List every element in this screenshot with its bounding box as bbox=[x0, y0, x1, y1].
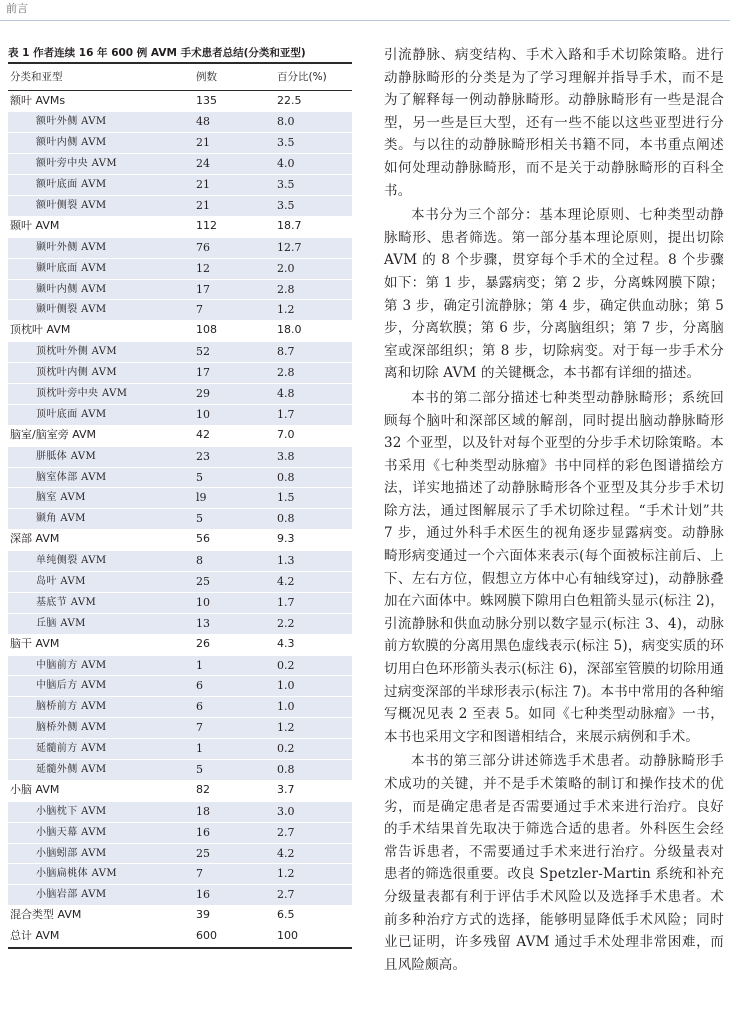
row-percent: 0.8 bbox=[277, 470, 295, 484]
row-percent: 2.2 bbox=[277, 616, 295, 630]
row-count: 16 bbox=[196, 888, 210, 902]
row-label: 丘脑 AVM bbox=[36, 617, 86, 629]
row-label: 总计 AVM bbox=[10, 929, 60, 943]
row-percent: 8.7 bbox=[277, 345, 295, 359]
body-paragraph: 本书分为三个部分：基本理论原则、七种类型动静脉畸形、患者筛选。第一部分基本理论原则，提出切除 AVM 的 8 个步骤，贯穿每个手术的全过程。8 个步骤如下：第 1 步，暴露病变；第 2 步，分离蛛网膜下隙；第 3 步，确定引流静脉；第 4 步，确定供血动脉；第 5 步，分离软膜；第 6 步，分离脑组织；第 7 步，分离脑室或深部组织；第 8 步，切除病变。对于每一步手术分离和切除 AVM 的关键概念，本书都有详细的描述。 bbox=[384, 207, 724, 382]
row-label: 中脑后方 AVM bbox=[36, 680, 107, 692]
row-count: 5 bbox=[196, 763, 203, 776]
table-subtype-row bbox=[8, 362, 352, 383]
row-label: 小脑枕下 AVM bbox=[36, 805, 107, 817]
row-percent: 8.0 bbox=[277, 115, 295, 129]
row-count: 112 bbox=[196, 218, 217, 232]
table-subtype-row bbox=[8, 258, 352, 279]
row-label: 顶叶底面 AVM bbox=[36, 408, 107, 420]
row-count: 16 bbox=[196, 825, 210, 839]
row-percent: 1.3 bbox=[277, 554, 295, 568]
row-percent: 0.8 bbox=[277, 763, 295, 776]
row-count: 10 bbox=[196, 407, 210, 421]
row-percent: 1.0 bbox=[277, 700, 295, 714]
row-count: 5 bbox=[196, 470, 203, 484]
table-category-row bbox=[8, 320, 352, 341]
row-label: 延髓外侧 AVM bbox=[36, 764, 107, 775]
row-label: 顶枕叶 AVM bbox=[10, 323, 71, 337]
table-subtype-row bbox=[8, 279, 352, 300]
table-subtype-row bbox=[8, 801, 352, 822]
row-label: 颞叶外侧 AVM bbox=[36, 241, 107, 253]
table-subtype-row bbox=[8, 592, 352, 613]
row-count: 12 bbox=[196, 261, 210, 275]
row-count: 29 bbox=[196, 386, 210, 400]
row-label: 脑室/脑室旁 AVM bbox=[10, 427, 97, 441]
row-label: 岛叶 AVM bbox=[36, 575, 86, 587]
row-percent: 3.7 bbox=[277, 782, 295, 796]
row-count: 6 bbox=[196, 700, 203, 714]
row-count: 42 bbox=[196, 427, 210, 441]
table-subtype-row bbox=[8, 383, 352, 404]
row-label: 基底节 AVM bbox=[36, 596, 97, 608]
row-count: 21 bbox=[196, 178, 210, 192]
table-subtype-row bbox=[8, 613, 352, 634]
table-subtype-row bbox=[8, 404, 352, 425]
row-label: 小脑蚓部 AVM bbox=[36, 847, 107, 859]
row-label: 颞叶内侧 AVM bbox=[36, 283, 107, 295]
row-label: 额叶外侧 AVM bbox=[36, 116, 107, 128]
table-subtype-row bbox=[8, 675, 352, 696]
table-category-row bbox=[8, 425, 352, 446]
row-percent: 1.2 bbox=[277, 721, 295, 735]
header-category: 分类和亚型 bbox=[10, 70, 63, 83]
row-percent: 18.7 bbox=[277, 218, 302, 232]
row-count: 1 bbox=[196, 742, 203, 756]
row-count: 76 bbox=[196, 240, 210, 254]
row-percent: 0.8 bbox=[277, 512, 295, 526]
row-percent: 4.2 bbox=[277, 846, 295, 860]
table-subtype-row bbox=[8, 759, 352, 780]
row-count: 10 bbox=[196, 595, 210, 609]
row-label: 额叶旁中央 AVM bbox=[36, 158, 117, 170]
table-subtype-row bbox=[8, 696, 352, 717]
row-percent: 0.2 bbox=[277, 742, 295, 756]
row-percent: 100 bbox=[277, 929, 298, 943]
table-caption: 表 1 作者连续 16 年 600 例 AVM 手术患者总结(分类和亚型) bbox=[8, 47, 306, 59]
row-count: 5 bbox=[196, 512, 203, 526]
row-label: 脑室体部 AVM bbox=[36, 471, 107, 483]
row-count: 26 bbox=[196, 636, 210, 650]
row-label: 颞叶 AVM bbox=[10, 218, 60, 232]
table-category-row bbox=[8, 634, 352, 655]
table-subtype-row bbox=[8, 299, 352, 320]
row-percent: 7.0 bbox=[277, 427, 295, 441]
table-body bbox=[8, 91, 352, 948]
table-subtype-row bbox=[8, 822, 352, 843]
body-paragraph: 本书的第二部分描述七种类型动静脉畸形；系统回顾每个脑叶和深部区域的解剖，同时提出脑动静脉畸形 32 个亚型，以及针对每个亚型的分步手术切除策略。本书采用《七种类型动脉瘤》书中同样的彩色图谱描绘方法，详实地描述了动静脉畸形各个亚型及其分步手术切除方法，通过图解展示了手术切除过程。“手术计划”共 7 步，通过外科手术医生的视角逐步显露病变。动静脉畸形病变通过一个六面体来表示(每个面被标注前后、上下、左右方位，假想立方体中心有轴线穿过)，动静脉叠加在六面体中。蛛网膜下隙用白色粗箭头显示(标注 2)，引流静脉和供血动脉分别以数字显示(标注 3、4)，动脉前方软膜的分离用黑色虚线表示(标注 5)，病变实质的环切用白色环形箭头表示(标注 6)，深部室管膜的切除用通过病变深部的半球形表示(标注 7)。本书中常用的各种缩写概况见表 2 至表 5。如同《七种类型动脉瘤》一书，本书也采用文字和图谱相结合，来展示病例和手术。 bbox=[384, 389, 724, 745]
row-label: 深部 AVM bbox=[10, 532, 60, 546]
header-count: 例数 bbox=[196, 70, 217, 83]
row-label: 延髓前方 AVM bbox=[36, 743, 107, 755]
row-percent: 2.8 bbox=[277, 282, 295, 296]
row-label: 额叶内侧 AVM bbox=[36, 137, 107, 149]
row-count: 39 bbox=[196, 908, 210, 922]
row-percent: 1.0 bbox=[277, 679, 295, 693]
row-percent: 1.5 bbox=[277, 491, 295, 505]
table-subtype-row bbox=[8, 341, 352, 362]
table-subtype-row bbox=[8, 884, 352, 905]
row-label: 额叶侧裂 AVM bbox=[36, 199, 107, 211]
row-count: 52 bbox=[196, 345, 210, 359]
row-count: 18 bbox=[196, 804, 210, 818]
row-percent: 4.8 bbox=[277, 386, 295, 400]
row-percent: 4.3 bbox=[277, 636, 295, 650]
row-label: 颞角 AVM bbox=[36, 513, 86, 525]
table-subtype-row bbox=[8, 508, 352, 529]
row-count: 23 bbox=[196, 449, 210, 463]
header-percent: 百分比(%) bbox=[277, 70, 327, 83]
table-subtype-row bbox=[8, 655, 352, 676]
row-label: 小脑岩部 AVM bbox=[36, 889, 107, 901]
row-percent: 9.3 bbox=[277, 532, 295, 546]
table-subtype-row bbox=[8, 863, 352, 884]
summary-table bbox=[8, 44, 352, 949]
row-percent: 1.2 bbox=[277, 867, 295, 881]
row-percent: 3.5 bbox=[277, 178, 295, 192]
table-subtype-row bbox=[8, 237, 352, 258]
row-label: 小脑天幕 AVM bbox=[36, 826, 107, 838]
row-percent: 3.5 bbox=[277, 136, 295, 150]
row-label: 脑干 AVM bbox=[10, 636, 60, 650]
row-count: 600 bbox=[196, 929, 217, 943]
row-count: 7 bbox=[196, 303, 203, 317]
row-label: 额叶 AVMs bbox=[10, 93, 66, 107]
row-percent: 1.2 bbox=[277, 303, 295, 317]
table-category-row bbox=[8, 529, 352, 550]
body-paragraph: 本书的第三部分讲述筛选手术患者。动静脉畸形手术成功的关键，并不是手术策略的制订和操作技术的优劣，而是确定患者是否需要通过手术来进行治疗。良好的手术结果首先取决于筛选合适的患者。外科医生会经常告诉患者，不需要通过手术来进行治疗。分级量表对患者的筛选很重要。改良 Spetzler-Martin 系统和补充分级量表都有利于评估手术风险以及选择手术患者。术前多种治疗方式的选择，能够明显降低手术风险；同时业已证明，许多残留 AVM 通过手术处理非常困难，而且风险颇高。 bbox=[384, 753, 724, 973]
header-rule bbox=[0, 20, 730, 21]
row-label: 额叶底面 AVM bbox=[36, 179, 107, 191]
row-label: 脑桥前方 AVM bbox=[36, 701, 107, 713]
row-label: 颞叶底面 AVM bbox=[36, 262, 107, 274]
table-category-row bbox=[8, 216, 352, 237]
row-percent: 2.7 bbox=[277, 825, 295, 839]
table-subtype-row bbox=[8, 571, 352, 592]
row-label: 小脑 AVM bbox=[10, 782, 60, 796]
table-subtype-row bbox=[8, 738, 352, 759]
row-count: 6 bbox=[196, 679, 203, 693]
body-paragraph: 引流静脉、病变结构、手术入路和手术切除策略。进行动静脉畸形的分类是为了学习理解并指导手术，而不是为了解释每一例动静脉畸形。动静脉畸形有一些是混合型，另一些是巨大型，还有一些不能以这些亚型进行分类。与以往的动静脉畸形相关书籍不同，本书重点阐述如何处理动静脉畸形，而不是关于动静脉畸形的百科全书。 bbox=[384, 47, 724, 199]
table-subtype-row bbox=[8, 153, 352, 174]
row-count: 21 bbox=[196, 198, 210, 212]
row-count: l9 bbox=[196, 491, 207, 505]
row-label: 顶枕叶内侧 AVM bbox=[36, 367, 117, 379]
row-percent: 0.2 bbox=[277, 658, 295, 672]
row-count: 24 bbox=[196, 157, 210, 171]
row-count: 13 bbox=[196, 616, 210, 630]
table-category-row bbox=[8, 905, 352, 926]
row-percent: 1.7 bbox=[277, 595, 295, 609]
row-percent: 12.7 bbox=[277, 240, 302, 254]
table-bottom-rule bbox=[8, 947, 352, 949]
row-label: 胼胝体 AVM bbox=[36, 450, 97, 462]
table-category-row bbox=[8, 91, 352, 112]
row-count: 108 bbox=[196, 323, 217, 337]
row-percent: 2.7 bbox=[277, 888, 295, 902]
row-count: 7 bbox=[196, 721, 203, 735]
row-label: 脑室 AVM bbox=[36, 492, 86, 504]
table-subtype-row bbox=[8, 446, 352, 467]
row-count: 48 bbox=[196, 115, 210, 129]
row-percent: 2.0 bbox=[277, 261, 295, 275]
row-count: 8 bbox=[196, 554, 203, 568]
body-text-column bbox=[384, 44, 724, 978]
row-percent: 18.0 bbox=[277, 323, 302, 337]
table-category-row bbox=[8, 780, 352, 801]
running-head: 前言 bbox=[6, 2, 28, 15]
table-header-row bbox=[8, 64, 352, 90]
row-label: 中脑前方 AVM bbox=[36, 659, 107, 671]
row-label: 顶枕叶外侧 AVM bbox=[36, 346, 117, 358]
table-category-row bbox=[8, 926, 352, 947]
row-count: 56 bbox=[196, 532, 210, 546]
row-label: 混合类型 AVM bbox=[10, 908, 82, 922]
row-count: 17 bbox=[196, 366, 210, 380]
row-label: 颞叶侧裂 AVM bbox=[36, 304, 107, 316]
row-count: 21 bbox=[196, 136, 210, 150]
row-label: 顶枕叶旁中央 AVM bbox=[36, 387, 128, 399]
row-percent: 1.7 bbox=[277, 407, 295, 421]
row-count: 82 bbox=[196, 782, 210, 796]
row-percent: 6.5 bbox=[277, 908, 295, 922]
row-percent: 3.8 bbox=[277, 449, 295, 463]
table-subtype-row bbox=[8, 487, 352, 508]
row-count: 25 bbox=[196, 574, 210, 588]
row-percent: 2.8 bbox=[277, 366, 295, 380]
row-label: 单纯侧裂 AVM bbox=[36, 555, 107, 567]
table-subtype-row bbox=[8, 195, 352, 216]
row-label: 小脑扁桃体 AVM bbox=[36, 868, 117, 880]
row-percent: 4.0 bbox=[277, 157, 295, 171]
row-count: 17 bbox=[196, 282, 210, 296]
table-subtype-row bbox=[8, 550, 352, 571]
table-subtype-row bbox=[8, 132, 352, 153]
table-subtype-row bbox=[8, 843, 352, 864]
row-label: 脑桥外侧 AVM bbox=[36, 722, 107, 734]
row-count: 7 bbox=[196, 867, 203, 881]
row-count: 25 bbox=[196, 846, 210, 860]
table-subtype-row bbox=[8, 717, 352, 738]
row-count: 1 bbox=[196, 658, 203, 672]
row-percent: 3.5 bbox=[277, 198, 295, 212]
table-subtype-row bbox=[8, 111, 352, 132]
table-subtype-row bbox=[8, 467, 352, 488]
table-subtype-row bbox=[8, 174, 352, 195]
row-percent: 3.0 bbox=[277, 804, 295, 818]
row-count: 135 bbox=[196, 93, 217, 107]
row-percent: 22.5 bbox=[277, 93, 302, 107]
row-percent: 4.2 bbox=[277, 574, 295, 588]
